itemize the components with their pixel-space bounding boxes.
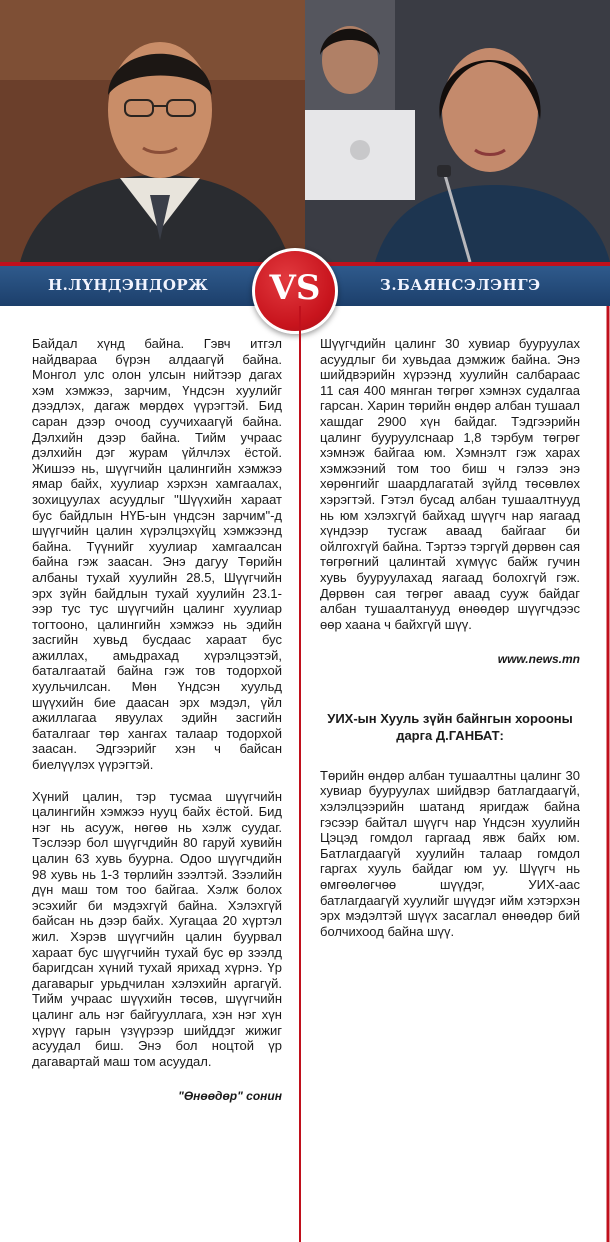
photo-lundendorj (0, 0, 305, 262)
vs-label: VS (269, 268, 321, 308)
right-person-name: З.БАЯНСЭЛЭНГЭ (380, 276, 541, 294)
right-paragraph-1: Шүүгчдийн цалинг 30 хувиар бууруулах асуудлыг би хувьдаа дэмжиж байна. Энэ шийдвэрийн хүрээнд хуулийн салбараас 11 сая 400 мянган төгрөг хэмнэх судалгаа гарсан. Харин төрийн өндөр албан тушаал хашдаг 2900 хүн байдаг. Тэдгээрийн цалинг бууруулснаар 1,8 тэрбум төгрөг хэмнэж байгаа юм. Хэмнэлт гэж харах хэмжээний том тоо биш ч гэлээ энэ хөрөнгийг шаардлагатай зүйлд төсөвлөх хэрэгтэй. Гэтэл бусад албан тушаалтнууд нь юм хэлэхгүй байхад шүүгч нар яагаад хүндээр тусгаж аваад байгааг би ойлгохгүй байна. Тэртээ тэргүй дөрвөн сая төгрөгний цалинтай хүмүүс байж гучин хувь бууруулахад яагаад болохгүй гэж. Дөрвөн сая төгрөг аваад сууж байдаг албан тушаалтанууд өнөөдөр шүүгчдээс өөр хаана ч байхгүй шүү. (320, 336, 580, 632)
portrait-man-illustration (0, 0, 305, 262)
right-source: www.news.mn (497, 652, 580, 667)
photo-bayanselenge (305, 0, 610, 262)
left-column (32, 336, 282, 1105)
article-body (0, 306, 610, 1242)
right-paragraph-2: Төрийн өндөр албан тушаалтны цалинг 30 хувиар бууруулах шийдвэр батлагдаагүй, хэлэлцээрийн шатанд яригдаж байна гэсээр байтал шүүгч нар Үндсэн хуулийн Цэцэд гомдол гаргаад явж байх юм. Батлагдаагүй хуулийн талаар гомдол гаргах хууль байдаг юм уу. Шүүгч нь өмгөөлөгчөө шүүдэг, УИХ-аас батлагдаагүй хуулийг шүүдэг ийм хэтэрхэн эрх мэдэлтэй шүүх засаглал өнөөдөр бий болчихоод байна шүү. (320, 767, 580, 939)
header-photos (0, 0, 610, 262)
left-person-name: Н.ЛҮНДЭНДОРЖ (48, 276, 209, 294)
left-source: "Өнөөдөр" сонин (178, 1089, 282, 1104)
left-paragraph-2: Хүний цалин, тэр тусмаа шүүгчийн цалингийн хэмжээ нууц байх ёстой. Бид нэг нь асууж, нөгөө нь хэлж суудаг. Тэслээр бол шүүгчдийн 80 гаруй хувийн цалин 63 хувь буурна. Одоо шүүгчдийн 98 хувь нь 1-3 төрлийн зээлтэй. Зээлийн дүн маш том тоо байгаа. Хэлж болох эсэхийг би мэдэхгүй байна. Хэлэхгүй байсан нь дээр байх. Хугацаа 20 хүртэл жил. Хэрэв шүүгчийн цалин буурвал хараат бус шүүгчийн тухай бус өр зээлд баригдсан хүний тухай ярихад хүрнэ. Үр дагаварыг урьдчилан хэлэхийн аргагүй. Тийм учраас шүүхийн төсөв, шүүгчийн цалинг аль нэг байгууллага, хэн нэг хүн хүрүү гарын үзүүрээр шийддэг жижиг асуудал биш. Энэ бол ноцтой үр дагавартай маш том асуудал. (32, 788, 282, 1069)
portrait-woman-illustration (305, 0, 610, 262)
left-paragraph-1: Байдал хүнд байна. Гэвч итгэл найдвараа бүрэн алдаагүй байна. Монгол улс олон улсын нийтээр дагах хэм хэмжээ, зарчим, Үндсэн хуулийг дээдлэх, дагаж мөрдөх үүрэгтэй. Бид саран дээр очоод суучихаагүй байна. Дэлхийн дээр байна. Тийм учраас дэлхийн дэг журам үйлчлэх ёстой. Жишээ нь, шүүгчийн цалингийн хэмжээ ямар байх, хуулиар хэрхэн хамгаалах, зохицуулах асуудлыг "Шүүхийн хараат бус байдлын НҮБ-ын үндсэн зарчим"-д шүүгчийн цалин хүрэлцэхүйц хэмжээнд байна. Түүнийг хуулиар хамгаалсан байна гэж заасан. Энэ дагуу Төрийн албаны тухай хуулийн 28.5, Шүүгчийн эрх зүйн байдлын тухай хуулийн 23.1-ээр тус тус шүүгчийн цалинг хуулиар тогтооно, цалингийн хэмжээ нь эдийн засгийн хувьд бусдаас хараат бус ажиллах, амьдрахад хүрэлцээтэй, баталгаатай байна гэж тов тодорхой хуульчилсан. Мөн Үндсэн хуульд шүүхийн бие даасан эрх мэдэл, үйл ажиллагаа явуулах эдийн засгийн баталгааг төр хангах талаар тодорхой заасан. Эдгээрийг хэн ч байсан биелүүлэх үүрэгтэй. (32, 336, 282, 773)
right-column (320, 336, 580, 939)
ganbat-subheading: УИХ-ын Хууль зүйн байнгын хорооны дарга Д.ГАНБАТ: (327, 710, 573, 743)
